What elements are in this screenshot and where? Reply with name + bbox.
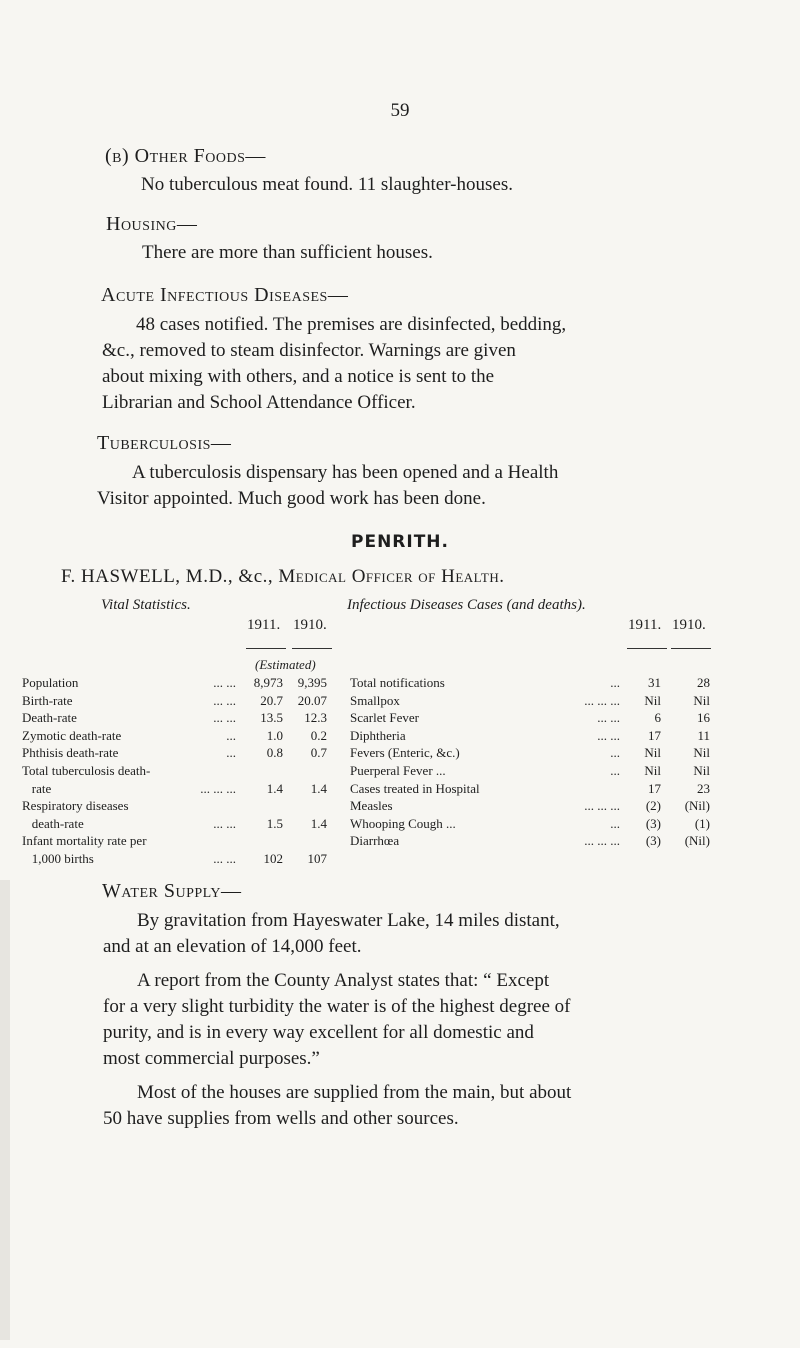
- officer-title: Medical Officer of Health.: [278, 566, 505, 587]
- other-foods-text: No tuberculous meat found. 11 slaughter-houses.: [141, 174, 513, 195]
- infectious-row-label: Puerperal Fever ...: [350, 763, 446, 778]
- vital-value-1910: 0.2: [310, 727, 327, 743]
- vital-value-1911: 8,973: [253, 675, 283, 690]
- infectious-row-label: Diphtheria: [350, 727, 406, 743]
- vital-value-1910: 20.07: [297, 692, 327, 708]
- tuberculosis-line-2: Visitor appointed. Much good work has been done.: [97, 488, 486, 509]
- infectious-value-1911: 17: [648, 780, 661, 796]
- infectious-value-1910: Nil: [693, 692, 710, 708]
- infectious-value-1910: 11: [697, 727, 710, 743]
- infectious-value-1910: (Nil): [684, 833, 710, 849]
- infectious-row-label: Diarrhœa: [350, 833, 400, 849]
- water-line-3: A report from the County Analyst states that: “ Except: [137, 970, 550, 991]
- vital-value-1911: 0.8: [266, 745, 283, 761]
- vital-value-1910: 12.3: [304, 710, 327, 726]
- officer-line: [61, 566, 504, 588]
- vital-row-leader: ... ...: [213, 815, 236, 831]
- vital-value-1911: 102: [263, 851, 283, 866]
- vital-value-1911: 13.5: [260, 710, 283, 726]
- tuberculosis-heading: Tuberculosis—: [97, 432, 232, 454]
- acute-line-4: Librarian and School Attendance Officer.: [102, 392, 416, 413]
- infectious-value-1911: 17: [648, 727, 661, 743]
- infectious-value-1910: 28: [697, 675, 710, 690]
- infectious-value-1911: 6: [654, 710, 661, 726]
- vital-row-leader: ... ...: [213, 692, 236, 708]
- infectious-row-label: Total notifications: [350, 675, 445, 690]
- page-number: 59: [390, 100, 410, 121]
- acute-line-2: &c., removed to steam disinfector. Warnings are given: [102, 340, 516, 361]
- vital-row-leader: ... ... ...: [200, 780, 236, 796]
- water-line-6: most commercial purposes.”: [103, 1048, 320, 1069]
- infectious-col-1910: 1910.: [672, 617, 706, 633]
- infectious-row-label: Measles: [350, 798, 393, 814]
- infectious-value-1910: (1): [694, 815, 710, 831]
- infectious-row-label: Smallpox: [350, 692, 400, 708]
- infectious-value-1911: Nil: [644, 763, 661, 778]
- infectious-col-1911: 1911.: [628, 617, 662, 633]
- vital-row-leader: ...: [226, 745, 236, 761]
- vital-rule-1911: [246, 648, 286, 649]
- vital-col-1911: 1911.: [247, 617, 281, 633]
- vital-value-1911: 20.7: [260, 692, 283, 708]
- infectious-value-1910: Nil: [693, 745, 710, 761]
- infectious-row-leader: ... ... ...: [584, 798, 620, 814]
- vital-rule-1910: [292, 648, 332, 649]
- vital-value-1911: 1.4: [266, 780, 283, 796]
- acute-line-1: 48 cases notified. The premises are disinfected, bedding,: [136, 314, 567, 335]
- infectious-value-1911: Nil: [644, 692, 661, 708]
- infectious-row-leader: ...: [610, 675, 620, 690]
- vital-estimated: (Estimated): [255, 657, 316, 672]
- other-foods-heading: (b) Other Foods—: [105, 145, 266, 167]
- infectious-row-leader: ...: [610, 763, 620, 778]
- vital-value-1910: 9,395: [297, 675, 327, 690]
- water-line-1: By gravitation from Hayeswater Lake, 14 miles distant,: [137, 910, 560, 931]
- vital-value-1910: 107: [307, 851, 327, 866]
- infectious-value-1910: (Nil): [684, 798, 710, 814]
- vital-value-1910: 1.4: [310, 780, 327, 796]
- vital-row-label: Respiratory diseases: [22, 798, 129, 814]
- infectious-value-1910: 23: [697, 780, 710, 796]
- infectious-row-label: Cases treated in Hospital: [350, 780, 480, 796]
- vital-row-label: Phthisis death-rate: [22, 745, 119, 761]
- infectious-row-leader: ... ... ...: [584, 692, 620, 708]
- infectious-row-label: Whooping Cough ...: [350, 815, 456, 831]
- water-line-2: and at an elevation of 14,000 feet.: [103, 936, 362, 957]
- infectious-row-leader: ... ... ...: [584, 833, 620, 849]
- vital-row-leader: ... ...: [213, 675, 236, 690]
- vital-row-leader: ...: [226, 727, 236, 743]
- infectious-value-1910: Nil: [693, 763, 710, 778]
- vital-row-label: rate: [22, 780, 52, 796]
- acute-heading: Acute Infectious Diseases—: [101, 284, 349, 306]
- vital-row-leader: ... ...: [213, 710, 236, 726]
- scan-margin-shadow: [0, 880, 10, 1340]
- infectious-row-leader: ...: [610, 815, 620, 831]
- housing-heading: Housing—: [106, 213, 198, 235]
- tuberculosis-line-1: A tuberculosis dispensary has been opened and a Health: [132, 462, 559, 483]
- vital-row-label: Death-rate: [22, 710, 77, 726]
- vital-row-label: death-rate: [22, 815, 84, 831]
- infectious-row-label: Fevers (Enteric, &c.): [350, 745, 460, 761]
- infectious-title: Infectious Diseases Cases (and deaths).: [347, 597, 586, 613]
- vital-value-1910: 0.7: [310, 745, 327, 761]
- housing-text: There are more than sufficient houses.: [142, 242, 433, 263]
- vital-row-label: 1,000 births: [22, 851, 94, 866]
- vital-row-label: Total tuberculosis death-: [22, 763, 151, 778]
- district-title: PENRITH.: [351, 532, 449, 552]
- water-line-4: for a very slight turbidity the water is of the highest degree of: [103, 996, 571, 1017]
- vital-row-label: Infant mortality rate per: [22, 833, 147, 849]
- infectious-value-1910: 16: [697, 710, 710, 726]
- vital-row-leader: ... ...: [213, 851, 236, 866]
- vital-row-label: Birth-rate: [22, 692, 73, 708]
- infectious-row-label: Scarlet Fever: [350, 710, 419, 726]
- water-heading: Water Supply—: [102, 880, 242, 902]
- vital-row-label: Zymotic death-rate: [22, 727, 122, 743]
- infectious-value-1911: (2): [645, 798, 661, 814]
- infectious-value-1911: Nil: [644, 745, 661, 761]
- infectious-value-1911: (3): [645, 833, 661, 849]
- vital-value-1911: 1.0: [266, 727, 283, 743]
- vital-col-1910: 1910.: [293, 617, 327, 633]
- acute-line-3: about mixing with others, and a notice is sent to the: [102, 366, 495, 387]
- infectious-value-1911: (3): [645, 815, 661, 831]
- infectious-value-1911: 31: [648, 675, 661, 690]
- vital-title: Vital Statistics.: [101, 597, 191, 613]
- officer-name: F. HASWELL, M.D., &c.,: [61, 566, 274, 587]
- infectious-row-leader: ... ...: [597, 727, 620, 743]
- vital-value-1910: 1.4: [310, 815, 327, 831]
- vital-row-label: Population: [22, 675, 79, 690]
- infectious-rule-1910: [671, 648, 711, 649]
- infectious-row-leader: ...: [610, 745, 620, 761]
- water-line-5: purity, and is in every way excellent for all domestic and: [103, 1022, 534, 1043]
- vital-value-1911: 1.5: [266, 815, 283, 831]
- water-line-7: Most of the houses are supplied from the main, but about: [137, 1082, 572, 1103]
- infectious-row-leader: ... ...: [597, 710, 620, 726]
- infectious-rule-1911: [627, 648, 667, 649]
- water-line-8: 50 have supplies from wells and other sources.: [103, 1108, 459, 1129]
